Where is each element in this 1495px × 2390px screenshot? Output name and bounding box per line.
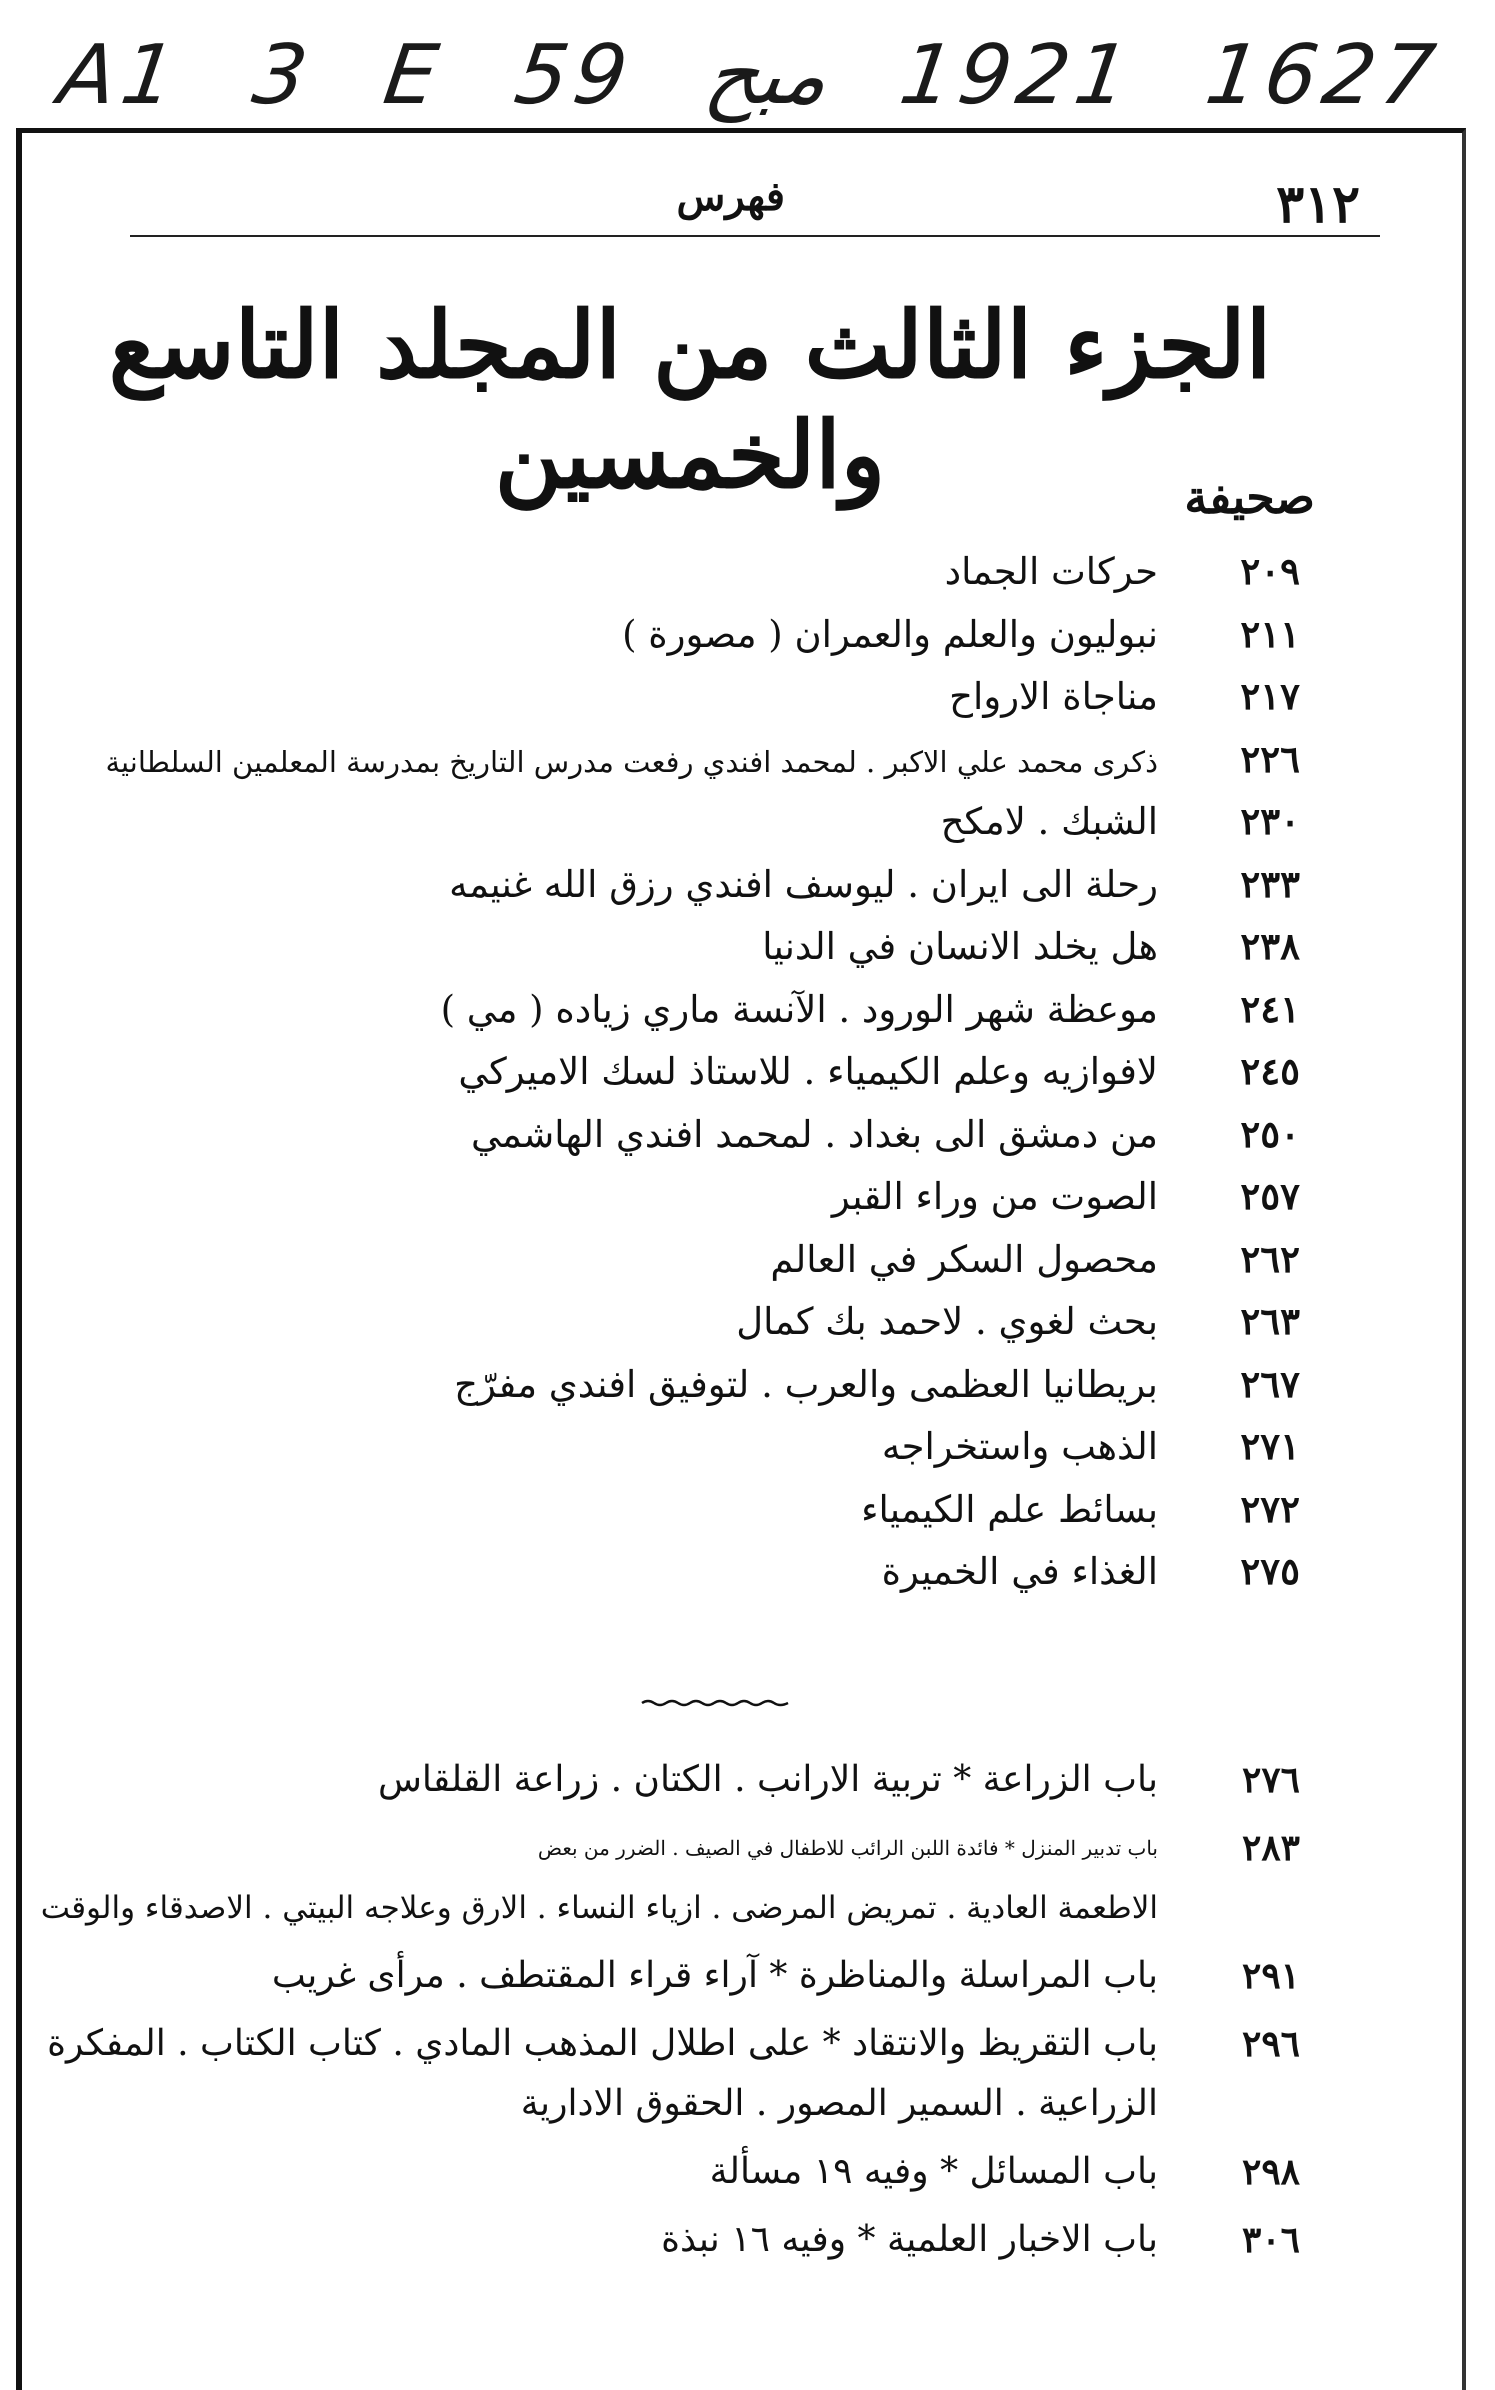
toc-page-number: ٢٠٩	[1240, 549, 1300, 593]
toc-entry	[40, 1353, 1300, 1416]
toc-page-number: ٢٧٥	[1240, 1549, 1300, 1593]
section-page-number: ٢٩١	[1241, 1955, 1300, 1997]
toc-entry-title: حركات الجماد	[944, 550, 1158, 593]
section-entry	[40, 1750, 1300, 1810]
section-title-line: باب الاخبار العلمية * وفيه ١٦ نبذة	[661, 2219, 1158, 2260]
toc-entry	[40, 1415, 1300, 1478]
section-page-number: ٢٩٦	[1241, 2023, 1300, 2065]
section-divider	[640, 1698, 790, 1708]
section-title	[40, 2210, 1192, 2270]
section-page-number: ٣٠٦	[1241, 2219, 1300, 2261]
toc-page-number: ٢٣٣	[1240, 861, 1300, 906]
toc-entry-title: بسائط علم الكيمياء	[861, 1487, 1158, 1531]
toc-entry-title: بريطانيا العظمى والعرب . لتوفيق افندي مفرّج	[454, 1362, 1158, 1406]
section-page-number: ٢٧٦	[1241, 1759, 1300, 1801]
toc-entry	[40, 1103, 1300, 1166]
section-page-number: ٢٨٣	[1241, 1827, 1300, 1869]
section-title-line: باب المسائل * وفيه ١٩ مسألة	[709, 2151, 1158, 2192]
toc-entry-title: هل يخلد الانسان في الدنيا	[762, 925, 1158, 968]
section-title-line: باب التقريظ والانتقاد * على اطلال المذهب المادي . كتاب الكتاب . المفكرة	[47, 2023, 1158, 2064]
toc-entry	[40, 915, 1300, 978]
toc-page-number: ٢٦٣	[1240, 1299, 1300, 1343]
handwritten-token: مبح	[699, 27, 835, 123]
handwritten-catalog-note	[53, 20, 1447, 130]
toc-entry	[40, 1165, 1300, 1228]
toc-page-number: ٢٦٧	[1240, 1361, 1300, 1406]
sections-list	[40, 1750, 1300, 2278]
section-entry	[40, 2014, 1300, 2134]
section-title-line: باب المراسلة والمناظرة * آراء قراء المقتطف . مرأى غريب	[271, 1955, 1158, 1996]
running-head: فهرس	[676, 173, 785, 220]
toc-entry	[40, 790, 1300, 853]
section-title	[40, 2142, 1192, 2202]
toc-entry-title: الصوت من وراء القبر	[831, 1175, 1158, 1218]
toc-page-number: ٢٧١	[1240, 1424, 1300, 1468]
handwritten-token: 1627	[1200, 27, 1447, 123]
table-of-contents	[40, 540, 1300, 1603]
section-title	[40, 1750, 1192, 1810]
section-title	[40, 2014, 1192, 2134]
toc-entry-title: الغذاء في الخميرة	[881, 1550, 1158, 1593]
toc-entry-title: لافوازيه وعلم الكيمياء . للاستاذ لسك الاميركي	[458, 1050, 1158, 1093]
toc-entry	[40, 728, 1300, 791]
handwritten-token: A1	[53, 27, 187, 123]
toc-entry	[40, 1040, 1300, 1103]
section-entry	[40, 1818, 1300, 1938]
toc-page-number: ٢٢٦	[1240, 736, 1300, 781]
handwritten-token: E	[378, 27, 450, 123]
toc-entry-title: موعظة شهر الورود . الآنسة ماري زياده ( مي )	[440, 987, 1158, 1031]
toc-page-number: ٢٤١	[1240, 986, 1300, 1031]
toc-entry	[40, 853, 1300, 916]
toc-entry	[40, 1478, 1300, 1541]
page-title: الجزء الثالث من المجلد التاسع والخمسين	[108, 291, 1272, 510]
toc-entry	[40, 1540, 1300, 1603]
toc-page-number: ٢١٧	[1240, 674, 1300, 718]
toc-page-number: ٢٥٧	[1240, 1174, 1300, 1218]
toc-page-number: ٢٣٠	[1240, 799, 1300, 843]
section-entry	[40, 1946, 1300, 2006]
section-title	[40, 1818, 1192, 1938]
column-label: صحيفة	[1184, 470, 1315, 524]
toc-entry-title: محصول السكر في العالم	[770, 1237, 1158, 1281]
toc-entry-title: بحث لغوي . لاحمد بك كمال	[736, 1300, 1158, 1343]
toc-page-number: ٢١١	[1240, 611, 1300, 656]
toc-entry	[40, 978, 1300, 1041]
toc-entry-title: من دمشق الى بغداد . لمحمد افندي الهاشمي	[471, 1112, 1158, 1156]
section-entry	[40, 2142, 1300, 2202]
toc-entry-title: الشبك . لامكح	[940, 800, 1158, 843]
toc-entry-title: نبوليون والعلم والعمران ( مصورة )	[622, 612, 1158, 656]
toc-page-number: ٢٤٥	[1240, 1049, 1300, 1093]
handwritten-token: 1921	[894, 27, 1141, 123]
toc-page-number: ٢٣٨	[1240, 924, 1300, 968]
section-title-line: الاطعمة العادية . تمريض المرضى . ازياء النساء . الارق وعلاجه البيتي . الاصدقاء والوقت	[40, 1890, 1158, 1926]
page-number: ٣١٢	[1276, 174, 1360, 235]
handwritten-token: 3	[246, 27, 319, 123]
toc-page-number: ٢٧٢	[1240, 1486, 1300, 1531]
handwritten-token: 59	[509, 27, 640, 123]
toc-entry	[40, 1228, 1300, 1291]
section-page-number: ٢٩٨	[1241, 2151, 1300, 2193]
toc-page-number: ٢٦٢	[1240, 1236, 1300, 1281]
toc-entry-title: ذكرى محمد علي الاكبر . لمحمد افندي رفعت مدرس التاريخ بمدرسة المعلمين السلطانية	[105, 744, 1158, 779]
toc-entry	[40, 1290, 1300, 1353]
toc-entry	[40, 603, 1300, 666]
section-title	[40, 1946, 1192, 2006]
toc-page-number: ٢٥٠	[1240, 1111, 1300, 1156]
toc-entry-title: مناجاة الارواح	[949, 675, 1158, 718]
page-header	[130, 165, 1380, 237]
toc-entry-title: رحلة الى ايران . ليوسف افندي رزق الله غنيمه	[449, 862, 1158, 906]
section-title-line: باب الزراعة * تربية الارانب . الكتان . زراعة القلقاس	[377, 1759, 1158, 1800]
section-entry	[40, 2210, 1300, 2270]
toc-entry	[40, 665, 1300, 728]
toc-entry-title: الذهب واستخراجه	[881, 1425, 1158, 1468]
section-title-line: باب تدبير المنزل * فائدة اللبن الرائب للاطفال في الصيف . الضرر من بعض	[537, 1836, 1158, 1860]
section-title-line: الزراعية . السمير المصور . الحقوق الادارية	[520, 2083, 1158, 2124]
toc-entry	[40, 540, 1300, 603]
